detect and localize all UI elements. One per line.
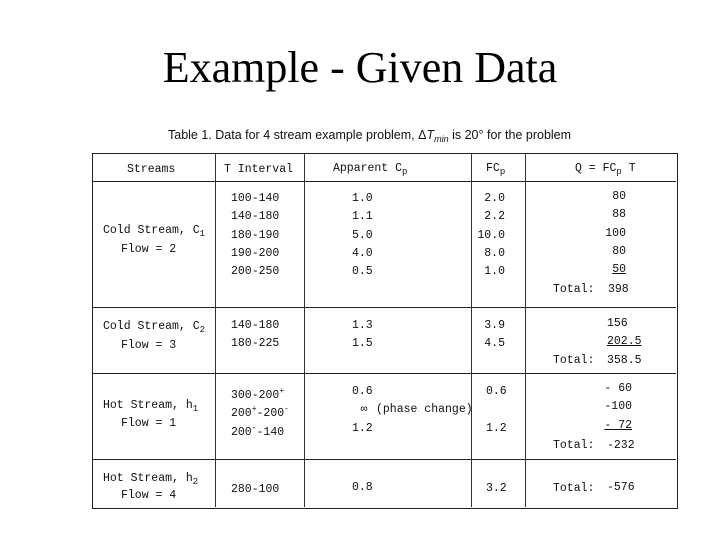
q-value: 80 [612, 244, 626, 258]
cold2-total: 358.5 [607, 354, 642, 367]
interval-sup: - [284, 405, 289, 415]
cp-value: 4.0 [352, 246, 373, 260]
header-q-sub: p [616, 167, 622, 177]
interval-part: 200 [231, 407, 252, 421]
table-caption [168, 128, 571, 144]
cold1-cp [352, 190, 373, 281]
q-value: - 72 [604, 418, 632, 432]
interval: 190-200 [231, 246, 280, 260]
interval [231, 401, 289, 419]
interval-sup: - [251, 423, 257, 433]
cold1-name: Cold Stream, C [103, 224, 200, 237]
cp-value: 1.1 [352, 210, 373, 224]
interval: 140-180 [231, 319, 280, 332]
header-cp [333, 162, 407, 179]
hot1-fcp-third: 1.2 [486, 422, 507, 435]
q-value: - 60 [604, 382, 632, 395]
fcp-value: 8.0 [484, 246, 505, 260]
interval-part: 200 [231, 425, 252, 439]
cp-value: 1.5 [352, 337, 373, 351]
caption-suffix: is 20° for the problem [448, 128, 572, 142]
header-interval: T Interval [224, 163, 294, 176]
interval [231, 383, 289, 401]
fcp-value: 4.5 [484, 337, 505, 351]
q-value: 156 [607, 317, 628, 330]
interval [231, 420, 289, 438]
row-divider [93, 373, 676, 374]
header-cp-base: Apparent C [333, 162, 403, 175]
interval: 200-250 [231, 265, 280, 279]
hot1-intervals [231, 383, 289, 438]
hot2-name-sub: 2 [192, 477, 199, 487]
caption-prefix: Table 1. Data for 4 stream example problem, Δ [168, 128, 427, 142]
hot2-total: -576 [607, 481, 635, 494]
q-value: -100 [604, 400, 632, 414]
stream-name-hot1 [103, 399, 198, 416]
infinity-symbol: ∞ [360, 403, 368, 417]
cp-value: 5.0 [352, 228, 373, 242]
hot1-fcp-first: 0.6 [486, 385, 507, 398]
cold2-name: Cold Stream, C [103, 320, 200, 333]
q-value: 100 [605, 226, 626, 240]
data-table [92, 153, 678, 509]
row-divider [93, 459, 676, 460]
hot2-cp: 0.8 [352, 481, 373, 494]
caption-subscript: min [434, 134, 449, 144]
cold2-flow: Flow = 3 [121, 339, 177, 352]
hot1-name-sub: 1 [192, 404, 199, 414]
fcp-value: 2.0 [484, 192, 505, 205]
header-q-base: Q = FC [575, 162, 617, 175]
cold1-fcp [475, 190, 505, 281]
hot2-name: Hot Stream, h [103, 472, 193, 485]
q-value: 50 [612, 263, 626, 277]
hot1-flow: Flow = 1 [121, 417, 177, 430]
header-streams: Streams [127, 163, 176, 176]
cold1-flow: Flow = 2 [121, 243, 177, 256]
cp-value: 1.3 [352, 319, 373, 332]
interval: 180-225 [231, 337, 280, 351]
cold2-cp [352, 317, 373, 354]
interval: 140-180 [231, 210, 280, 224]
cold2-intervals [231, 317, 279, 354]
cp-value: 1.0 [352, 192, 373, 205]
fcp-value: 3.9 [484, 319, 505, 332]
caption-symbol: T [426, 128, 435, 142]
cold1-intervals [231, 190, 279, 281]
interval-sup: + [279, 387, 285, 396]
interval-part: -140 [256, 425, 285, 439]
interval-part: -200 [256, 407, 285, 421]
cold1-name-sub: 1 [199, 229, 206, 239]
header-q-tail: T [621, 162, 636, 175]
interval-sup: + [251, 405, 257, 415]
total-label: Total: [553, 482, 595, 495]
header-fcp-base: FC [486, 162, 500, 175]
phase-note: (phase change) [376, 403, 473, 417]
hot1-q [588, 380, 632, 435]
q-value: 202.5 [607, 335, 642, 349]
hot1-cp [352, 383, 473, 438]
column-divider [471, 154, 472, 507]
cp-infinity-row [352, 401, 473, 419]
header-fcp [486, 162, 505, 179]
interval: 180-190 [231, 228, 280, 242]
column-divider [304, 154, 305, 507]
column-divider [215, 154, 216, 507]
header-fcp-sub: p [499, 167, 506, 177]
cold2-fcp [475, 317, 505, 354]
stream-name-cold2 [103, 320, 205, 337]
fcp-value: 1.0 [484, 265, 505, 279]
fcp-value: 2.2 [484, 210, 505, 224]
stream-name-hot2 [103, 472, 198, 489]
cold2-name-sub: 2 [199, 325, 206, 335]
interval-part: 300-200 [231, 389, 280, 402]
column-divider [525, 154, 526, 507]
header-cp-sub: p [402, 167, 408, 177]
hot1-name: Hot Stream, h [103, 399, 193, 412]
slide-title: Example - Given Data [162, 43, 558, 92]
q-value: 88 [612, 208, 626, 222]
q-value: 80 [612, 190, 626, 203]
cold2-q [607, 315, 642, 352]
interval: 100-140 [231, 192, 280, 205]
hot2-flow: Flow = 4 [121, 489, 177, 502]
header-divider [93, 181, 676, 182]
cp-value: 0.5 [352, 265, 373, 279]
total-label: Total: [553, 283, 595, 296]
total-label: Total: [553, 354, 595, 367]
hot2-fcp: 3.2 [486, 482, 507, 495]
hot1-total: -232 [607, 439, 635, 452]
cp-value: 1.2 [352, 421, 373, 435]
row-divider [93, 307, 676, 308]
stream-name-cold1 [103, 224, 205, 241]
cold1-total: 398 [608, 283, 629, 296]
total-label: Total: [553, 439, 595, 452]
header-q [575, 162, 636, 179]
fcp-value: 10.0 [477, 228, 505, 242]
cp-value: 0.6 [352, 385, 373, 398]
hot2-interval: 280-100 [231, 483, 280, 496]
cold1-q [588, 188, 626, 279]
